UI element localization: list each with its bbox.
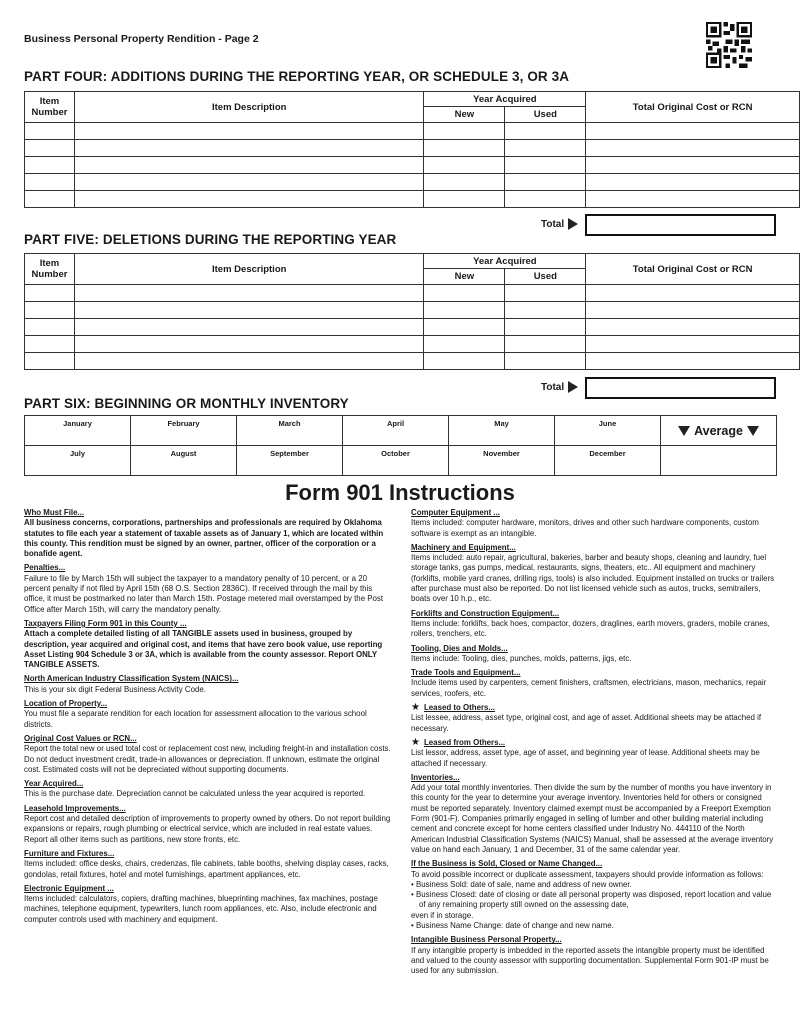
item-description-cell[interactable]	[74, 123, 424, 140]
section-body: Items included: auto repair, agricultural, bakeries, barber and beauty shops, cleaning and laundry, fuel storage tanks, gas pumps, medical, restaurants, signs, theaters, etc.. All equipment and machinery (forklifts, mobile yard cranes, drilling rigs, tools) is also included. Equipment installed on trucks or trailers after purchase must also be reported. Do not list licensed vehicle such as autos, trucks, semitrailers, boats over 10 h.p., etc.	[411, 553, 775, 604]
month-label: March	[278, 419, 301, 428]
part-four-table	[24, 91, 800, 208]
item-number-cell[interactable]	[25, 140, 75, 157]
section-heading: Location of Property...	[24, 699, 108, 709]
used-cell[interactable]	[505, 302, 586, 319]
part-six-title: PART SIX: BEGINNING OR MONTHLY INVENTORY	[24, 396, 349, 411]
month-cell[interactable]	[449, 416, 555, 446]
table-row	[25, 123, 800, 140]
item-description-cell[interactable]	[74, 285, 424, 302]
section-body: Items include: forklifts, back hoes, compactor, dozers, draglines, earth movers, graders, mobile cranes, rollers, trenchers, etc.	[411, 618, 770, 639]
cost-cell[interactable]	[586, 174, 800, 191]
section-heading: Original Cost Values or RCN...	[24, 733, 137, 743]
section-body: Items included: computer hardware, monitors, drives and other such hardware components, custom software is exempt as an intangible.	[411, 518, 759, 538]
section-heading: Leased to Others...	[423, 703, 496, 713]
part-four-total-field[interactable]	[585, 214, 776, 236]
item-description-cell[interactable]	[74, 191, 424, 208]
col-new: New	[424, 107, 505, 123]
page-header: Business Personal Property Rendition - Page 2	[24, 33, 259, 45]
used-cell[interactable]	[505, 353, 586, 370]
average-value-field[interactable]	[661, 446, 777, 476]
item-number-cell[interactable]	[25, 302, 75, 319]
triangle-down-icon	[678, 426, 690, 436]
col-item-description: Item Description	[74, 92, 424, 123]
section-sold-closed	[411, 859, 779, 931]
triangle-down-icon	[747, 426, 759, 436]
month-label: November	[483, 449, 520, 458]
table-row	[25, 353, 800, 370]
col-used: Used	[505, 269, 586, 285]
part-five-table	[24, 253, 800, 370]
new-cell[interactable]	[424, 302, 505, 319]
month-cell[interactable]	[343, 446, 449, 476]
used-cell[interactable]	[505, 140, 586, 157]
item-description-cell[interactable]	[74, 157, 424, 174]
col-year-acquired: Year Acquired	[424, 92, 586, 107]
section-body: Add your total monthly inventories. Then divide the sum by the number of months you have inventory in this county for the year to determine your average inventory. Inventories held for others or consigned must be reported separately. Inventory claimed exempt must be accompanied by a Freeport Exemption Form (901-F). Companies primarily engaged in selling of lumber and other building material including cement and concrete except for home centers classified under Industry No. 444110 of the North American Industrial Classification Systems (NAICS) Manual, shall be assessed at the average inventory value on hand each January, 1 and December, 31 of the same calendar year.	[411, 783, 774, 854]
item-number-cell[interactable]	[25, 157, 75, 174]
star-icon: ★	[411, 702, 420, 714]
cost-cell[interactable]	[586, 302, 800, 319]
cost-cell[interactable]	[586, 157, 800, 174]
month-label: September	[270, 449, 309, 458]
used-cell[interactable]	[505, 336, 586, 353]
item-description-cell[interactable]	[74, 174, 424, 191]
used-cell[interactable]	[505, 319, 586, 336]
list-item-text: Business Closed: date of closing or date all personal property was disposed, report location and value of any remaining property still owned on the assessing date,	[415, 890, 772, 910]
table-row	[25, 157, 800, 174]
section-body: Include items used by carpenters, cement finishers, craftsmen, electricians, mason, mechanics, repair services, roofers, etc.	[411, 678, 767, 698]
section-heading: Leasehold Improvements...	[24, 803, 126, 813]
section-heading: Leased from Others...	[423, 737, 506, 747]
inventory-table	[24, 415, 777, 476]
new-cell[interactable]	[424, 191, 505, 208]
col-item-number: Item Number	[25, 254, 75, 285]
section-body: Report cost and detailed description of improvements to property owned by others. Do not report building expansions or repairs, rough plumbing or electrical service, which are included in real estate values. Report all other items such as partitions, new store fronts, etc.	[24, 814, 391, 844]
month-label: January	[63, 419, 92, 428]
used-cell[interactable]	[505, 157, 586, 174]
table-row	[25, 302, 800, 319]
section-naics	[24, 674, 392, 695]
total-label: Total	[541, 218, 565, 230]
month-label: October	[381, 449, 410, 458]
section-body: List lessee, address, asset type, original cost, and age of asset. Additional sheets may be attached if necessary.	[411, 713, 762, 733]
section-furniture	[24, 849, 392, 880]
section-body: List lessor, address, asset type, age of asset, and beginning year of lease. Additional sheets may be attached if necessary.	[411, 748, 760, 768]
section-machinery	[411, 543, 779, 605]
list-item: • Business Sold: date of sale, name and address of new owner.	[411, 879, 632, 889]
item-description-cell[interactable]	[74, 319, 424, 336]
section-body: Items included: office desks, chairs, credenzas, file cabinets, table booths, shelving display cases, racks, gondolas, retail fixtures, hotel and motel furnishings, apartment appliances, etc.	[24, 859, 389, 879]
arrow-right-icon	[568, 218, 578, 230]
month-cell[interactable]	[131, 446, 237, 476]
section-leasehold	[24, 804, 392, 845]
section-body: Report the total new or used total cost or replacement cost new, including freight-in and installation costs. Do not deduct investment credit, trade-in allowances or depreciation. If unknown, estimate the original cost. Estimated costs will not be depreciated without supporting documents.	[24, 744, 391, 774]
section-heading: North American Industry Classification System (NAICS)...	[24, 674, 239, 684]
new-cell[interactable]	[424, 140, 505, 157]
col-item-description: Item Description	[74, 254, 424, 285]
section-heading: Forklifts and Construction Equipment...	[411, 608, 560, 618]
month-cell[interactable]	[555, 416, 661, 446]
list-item	[411, 911, 779, 921]
cost-cell[interactable]	[586, 140, 800, 157]
part-five-total-label	[541, 381, 578, 393]
item-number-cell[interactable]	[25, 353, 75, 370]
col-year-acquired: Year Acquired	[424, 254, 586, 269]
arrow-right-icon	[568, 381, 578, 393]
list-item-text: Business Sold: date of sale, name and address of new owner.	[415, 879, 632, 889]
section-body: If any intangible property is imbedded in the reported assets the intangible property must be identified and valued to the county assessor with supporting documentation. Supplemental Form 901-IP must be used for any submission.	[411, 945, 769, 976]
section-body: This is your six digit Federal Business Activity Code.	[24, 684, 206, 694]
item-number-cell[interactable]	[25, 336, 75, 353]
list-item: • Business Name Change: date of change and new name.	[411, 920, 614, 930]
new-cell[interactable]	[424, 336, 505, 353]
section-intangible	[411, 935, 779, 976]
section-heading: Year Acquired...	[24, 779, 84, 789]
item-description-cell[interactable]	[74, 353, 424, 370]
month-label: February	[167, 419, 200, 428]
instructions-title: Form 901 Instructions	[285, 480, 515, 505]
section-year-acquired	[24, 779, 392, 800]
part-five-total-field[interactable]	[585, 377, 776, 399]
new-cell[interactable]	[424, 319, 505, 336]
part-five-title: PART FIVE: DELETIONS DURING THE REPORTING YEAR	[24, 232, 397, 247]
section-location	[24, 699, 392, 730]
used-cell[interactable]	[505, 123, 586, 140]
month-cell[interactable]	[237, 446, 343, 476]
month-label: May	[494, 419, 509, 428]
section-trade-tools	[411, 668, 779, 699]
instructions-left-column	[24, 508, 392, 929]
section-body: Items included: calculators, copiers, drafting machines, blueprinting machines, fax machines, postage machines, telephone equipment, typewriters, lunch room appliances, etc. Also, include electronic and computer controls used with machinery and equipment.	[24, 894, 378, 924]
section-heading: Taxpayers Filing Form 901 in this County ...	[24, 618, 187, 628]
section-penalties	[24, 563, 392, 614]
section-leased-to	[411, 703, 779, 734]
section-heading: Machinery and Equipment...	[411, 542, 516, 552]
section-body: This is the purchase date. Depreciation cannot be calculated unless the year acquired is reported.	[24, 789, 366, 799]
section-computer	[411, 508, 779, 539]
month-label: June	[598, 419, 617, 428]
section-heading: Furniture and Fixtures...	[24, 848, 115, 858]
section-body: Attach a complete detailed listing of all TANGIBLE assets used in business, grouped by description, year acquired and original cost, and items that have zero book value, use reporting Asset Listing 904 Schedule 3 or 3A, which is available from the county assessor. Report ONLY TANGIBLE ASSETS.	[24, 629, 383, 670]
month-cell[interactable]	[25, 416, 131, 446]
section-heading: Electronic Equipment ...	[24, 883, 114, 893]
month-cell[interactable]	[237, 416, 343, 446]
star-icon: ★	[411, 736, 420, 748]
section-body: Failure to file by March 15th will subject the taxpayer to a mandatory penalty of 10 percent, or a 20 percent penalty if not filed by April 15th (68 O.S. Section 2836C). If received through the mail by this office, it must be postmarked no later than March 15th. Postage metered mail overstamped by the Post Office after March 15th, will carry the mandatory penalty.	[24, 573, 384, 614]
month-label: July	[69, 449, 85, 458]
average-label: Average	[694, 423, 743, 438]
col-total-cost: Total Original Cost or RCN	[586, 254, 800, 285]
list-item-text: Business Name Change: date of change and new name.	[415, 920, 614, 930]
cost-cell[interactable]	[586, 353, 800, 370]
month-cell[interactable]	[131, 416, 237, 446]
section-leased-from	[411, 738, 779, 769]
new-cell[interactable]	[424, 285, 505, 302]
list-item: • Business Closed: date of closing or date all personal property was disposed, report location and value of any remaining property still owned on the assessing date,	[411, 890, 772, 910]
bullet-list	[411, 880, 779, 931]
qr-code-icon	[706, 22, 752, 68]
col-total-cost: Total Original Cost or RCN	[586, 92, 800, 123]
table-row	[25, 191, 800, 208]
month-label: December	[589, 449, 626, 458]
item-description-cell[interactable]	[74, 302, 424, 319]
new-cell[interactable]	[424, 353, 505, 370]
section-tooling	[411, 644, 779, 665]
item-number-cell[interactable]	[25, 123, 75, 140]
used-cell[interactable]	[505, 174, 586, 191]
list-item-text: even if in storage.	[411, 910, 474, 920]
item-description-cell[interactable]	[74, 336, 424, 353]
section-forklifts	[411, 609, 779, 640]
new-cell[interactable]	[424, 174, 505, 191]
table-row	[25, 174, 800, 191]
section-original-cost	[24, 734, 392, 775]
table-row	[25, 140, 800, 157]
section-heading: Computer Equipment ...	[411, 508, 500, 517]
cost-cell[interactable]	[586, 191, 800, 208]
section-taxpayers-filing	[24, 619, 392, 670]
item-number-cell[interactable]	[25, 285, 75, 302]
table-row	[25, 336, 800, 353]
section-heading: If the Business is Sold, Closed or Name Changed...	[411, 859, 603, 869]
cost-cell[interactable]	[586, 285, 800, 302]
month-cell[interactable]	[555, 446, 661, 476]
table-row	[25, 285, 800, 302]
col-new: New	[424, 269, 505, 285]
section-body: To avoid possible incorrect or duplicate assessment, taxpayers should provide information as follows:	[411, 869, 764, 879]
used-cell[interactable]	[505, 285, 586, 302]
table-row	[25, 319, 800, 336]
month-cell[interactable]	[343, 416, 449, 446]
item-number-cell[interactable]	[25, 319, 75, 336]
month-cell[interactable]	[449, 446, 555, 476]
section-heading: Trade Tools and Equipment...	[411, 668, 521, 678]
section-electronic	[24, 884, 392, 925]
col-used: Used	[505, 107, 586, 123]
month-label: April	[386, 419, 405, 428]
cost-cell[interactable]	[586, 123, 800, 140]
section-who-must-file	[24, 508, 392, 559]
month-cell[interactable]	[25, 446, 131, 476]
total-label: Total	[541, 381, 565, 393]
section-heading: Penalties...	[24, 563, 66, 573]
part-four-title: PART FOUR: ADDITIONS DURING THE REPORTING YEAR, OR SCHEDULE 3, OR 3A	[24, 69, 570, 84]
section-body: All business concerns, corporations, partnerships and professionals are required by Oklahoma statutes to file each year a statement of taxable assets as of January 1, which are located within this county. This rendition must be signed by an owner, partner, officer of the corporation or a bonafide agent.	[24, 518, 384, 559]
section-heading: Intangible Business Personal Property...	[411, 935, 562, 945]
cost-cell[interactable]	[586, 336, 800, 353]
instructions-right-column	[411, 508, 779, 980]
section-inventories	[411, 773, 779, 855]
col-item-number: Item Number	[25, 92, 75, 123]
section-body: You must file a separate rendition for each location for assessment allocation to the various school districts.	[24, 709, 367, 729]
item-number-cell[interactable]	[25, 174, 75, 191]
month-label: August	[170, 449, 197, 458]
section-heading: Who Must File...	[24, 508, 85, 517]
part-four-total-label	[541, 218, 578, 230]
new-cell[interactable]	[424, 123, 505, 140]
cost-cell[interactable]	[586, 319, 800, 336]
item-description-cell[interactable]	[74, 140, 424, 157]
average-header	[661, 416, 777, 446]
section-body: Items include: Tooling, dies, punches, molds, patterns, jigs, etc.	[411, 653, 632, 663]
item-number-cell[interactable]	[25, 191, 75, 208]
section-heading: Inventories...	[411, 772, 460, 782]
used-cell[interactable]	[505, 191, 586, 208]
section-heading: Tooling, Dies and Molds...	[411, 643, 508, 653]
new-cell[interactable]	[424, 157, 505, 174]
